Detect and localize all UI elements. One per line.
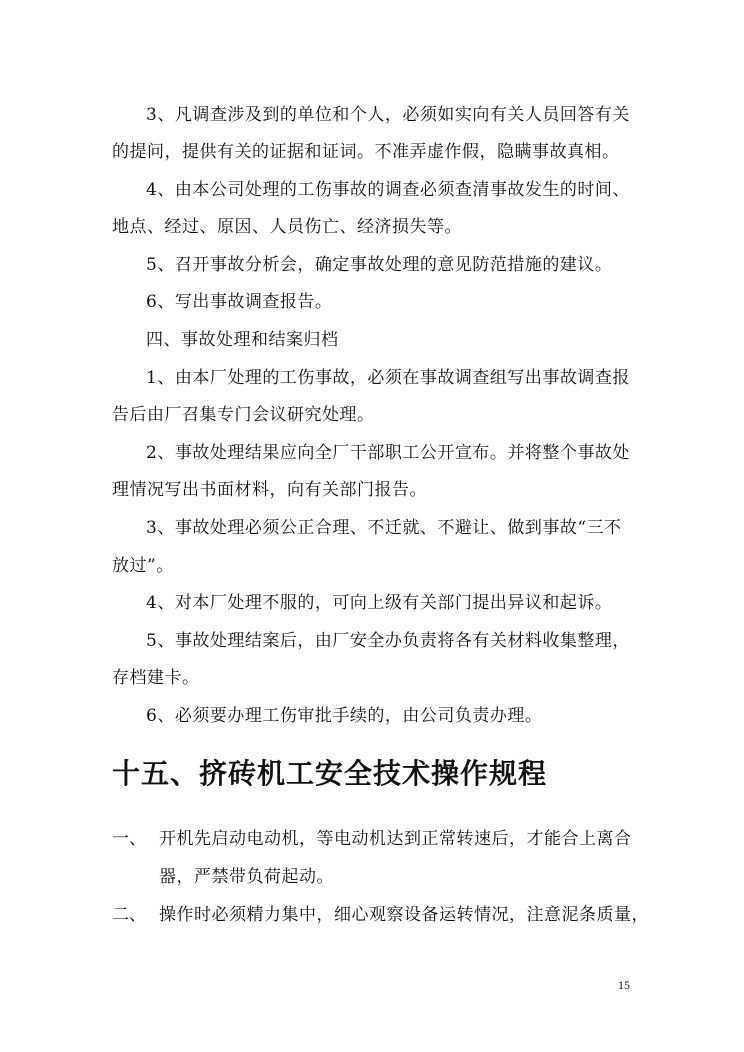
paragraph-line: 放过”。 [112,556,174,576]
item-marker: 二、 [112,905,146,925]
paragraph-line: 3、凡调查涉及到的单位和个人，必须如实向有关人员回答有关 [146,105,630,125]
paragraph-line: 的提问，提供有关的证据和证词。不准弄虚作假，隐瞒事故真相。 [112,142,620,162]
paragraph-line: 3、事故处理必须公正合理、不迁就、不避让、做到事故“三不 [146,518,622,538]
paragraph-line: 2、事故处理结果应向全厂干部职工公开宣布。并将整个事故处 [146,443,630,463]
section-title: 十五、挤砖机工安全技术操作规程 [112,757,548,790]
item-line: 操作时必须精力集中，细心观察设备运转情况，注意泥条质量， [159,905,649,925]
paragraph-line: 存档建卡。 [112,668,200,688]
subsection-heading: 四、事故处理和结案归档 [146,330,339,350]
item-line: 开机先启动电动机，等电动机达到正常转速后，才能合上离合 [159,829,632,849]
paragraph-line: 6、必须要办理工伤审批手续的，由公司负责办理。 [146,706,543,726]
item-marker: 一、 [112,829,146,849]
item-line: 器，严禁带负荷起动。 [159,867,334,887]
page-number: 15 [618,978,630,992]
paragraph-line: 5、事故处理结案后，由厂安全办负责将各有关材料收集整理， [146,631,630,651]
paragraph-line: 地点、经过、原因、人员伤亡、经济损失等。 [112,217,462,237]
paragraph-line: 理情况写出书面材料，向有关部门报告。 [112,480,427,500]
paragraph-line: 告后由厂召集专门会议研究处理。 [112,405,375,425]
paragraph-line: 6、写出事故调查报告。 [146,292,333,312]
paragraph-line: 1、由本厂处理的工伤事故，必须在事故调查组写出事故调查报 [146,368,630,388]
paragraph-line: 5、召开事故分析会，确定事故处理的意见防范措施的建议。 [146,255,613,275]
paragraph-line: 4、由本公司处理的工伤事故的调查必须查清事故发生的时间、 [146,180,630,200]
paragraph-line: 4、对本厂处理不服的，可向上级有关部门提出异议和起诉。 [146,593,613,613]
